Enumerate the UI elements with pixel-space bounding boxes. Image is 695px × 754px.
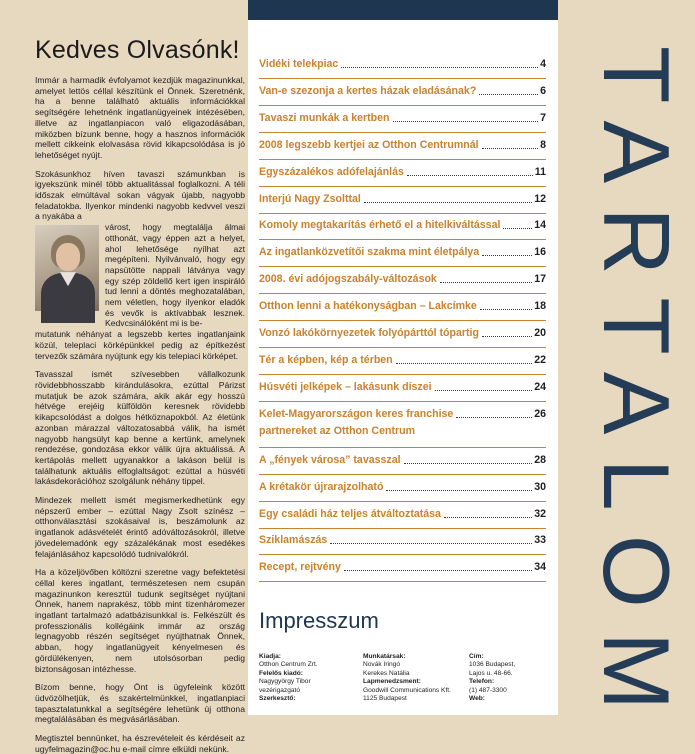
- toc-item[interactable]: [259, 139, 546, 151]
- toc-item-title: Recept, rejtvény: [259, 561, 341, 574]
- toc-leader-dots: [435, 389, 533, 391]
- toc-item[interactable]: [259, 561, 546, 573]
- toc-item-title: Van-e szezonja a kertes házak eladásának?: [259, 84, 477, 97]
- impresszum-value: Novák Iringó: [363, 661, 401, 669]
- toc-item[interactable]: [259, 166, 546, 178]
- toc-leader-dots: [341, 66, 538, 68]
- toc-divider: [259, 474, 546, 475]
- toc-item-page: 7: [540, 111, 546, 124]
- toc-item-title: Sziklamászás: [259, 534, 328, 547]
- toc-leader-dots: [444, 516, 532, 518]
- toc-divider: [259, 501, 546, 502]
- toc-leader-dots: [393, 120, 539, 122]
- impresszum-label: Felelős kiadó:: [259, 669, 303, 677]
- toc-leader-dots: [407, 174, 533, 176]
- intro-heading: Kedves Olvasónk!: [35, 36, 240, 64]
- impresszum-col-contact: [469, 653, 559, 703]
- toc-divider: [259, 159, 546, 160]
- impresszum-label: Kiadja:: [259, 653, 281, 660]
- intro-paragraph-6: Bízom benne, hogy Önt is ügyfeleink között üdvözölhetjük, és szakértelmünkkel, ingatlanpiaci tapasztalatunkkal a segítségére lehetünk új otthona megtalálásában és megvásárlásában.: [35, 682, 245, 725]
- toc-item[interactable]: [259, 246, 546, 258]
- toc-leader-dots: [480, 308, 532, 310]
- toc-item-page: 32: [534, 507, 546, 520]
- toc-divider: [259, 374, 546, 375]
- toc-leader-dots: [503, 227, 532, 229]
- toc-item-title: Egy családi ház teljes átváltoztatása: [259, 507, 441, 520]
- intro-paragraph-7: Megtisztel bennünket, ha észrevételeit és kérdéseit az ugyfelmagazin@oc.hu e-mail címre elküldi nekünk.: [35, 733, 245, 754]
- toc-divider: [259, 320, 546, 321]
- toc-item[interactable]: [259, 454, 546, 466]
- toc-leader-dots: [440, 281, 532, 283]
- toc-divider: [259, 528, 546, 529]
- toc-item-title: Kelet-Magyarországon keres franchise: [259, 407, 454, 420]
- toc-leader-dots: [330, 542, 532, 544]
- intro-paragraph-1: Immár a harmadik évfolyamot kezdjük magazinunkkal, amelyet lettös céllal készítünk el Önnek. Szeretnénk, ha a benne található aktuális információkkal segítségére lehetnénk ingatlanügyeinek intézésében, illetve az ingatlanpiacon való eligazodásában, miközben bízunk benne, hogy a hasznos információk mellett cikkeink elolvasása rövid kikapcsolódása is jó lehetőséget nyújt.: [35, 75, 245, 160]
- toc-divider: [259, 78, 546, 79]
- toc-item-title: Vonzó lakókörnyezetek folyópárttól tópartig: [259, 327, 479, 339]
- impresszum-label: Cím:: [469, 653, 484, 660]
- impresszum-value: Nagygyörgy Tibor: [259, 678, 311, 686]
- toc-item[interactable]: [259, 193, 546, 205]
- impresszum-label: Lapmenedzsment:: [363, 678, 421, 686]
- intro-column: [0, 0, 248, 754]
- toc-item-title: Húsvéti jelképek – lakásunk díszei: [259, 380, 432, 393]
- impresszum-col-staff: [363, 653, 469, 703]
- toc-item-page: 26: [534, 407, 546, 420]
- toc-item-title: 2008 legszebb kertjei az Otthon Centrumnál: [259, 138, 479, 151]
- toc-divider: [259, 239, 546, 240]
- impresszum-columns: [259, 653, 559, 703]
- impresszum-value: (1) 487-3300: [469, 686, 507, 694]
- impresszum-value: Kerekes Natália: [363, 669, 410, 677]
- toc-item-page: 33: [534, 534, 546, 547]
- impresszum-value: 1036 Budapest,: [469, 661, 516, 669]
- toc-leader-dots: [396, 362, 533, 364]
- toc-item-page: 28: [534, 453, 546, 466]
- toc-leader-dots: [482, 147, 539, 149]
- intro-paragraph-2-end: mutatunk néhányat a legszebb kertes ingatlanjaink közül, teleplaci körképünkkel pedig az építkezést tervezők számára nyújtunk egy kis telepiaci körképet.: [35, 329, 245, 361]
- toc-item-page: 34: [534, 561, 546, 574]
- toc-item[interactable]: [259, 58, 546, 70]
- toc-leader-dots: [482, 335, 532, 337]
- impresszum-value: Lajos u. 48-66.: [469, 669, 513, 677]
- toc-leader-dots: [404, 462, 533, 464]
- toc-item-title: A krétakör újrarajzolható: [259, 480, 384, 493]
- toc-item-page: 22: [534, 353, 546, 366]
- impresszum-label: Szerkesztő:: [259, 695, 296, 703]
- toc-item-title: Vidéki telekpiac: [259, 58, 339, 70]
- toc-item-title: Interjú Nagy Zsolttal: [259, 192, 361, 205]
- toc-item[interactable]: [259, 300, 546, 312]
- photo-with-wrapped-text: [35, 222, 248, 329]
- impresszum-value: Goodwill Communications Kft.: [363, 686, 451, 694]
- impresszum-value: Otthon Centrum Zrt.: [259, 661, 318, 669]
- toc-item[interactable]: [259, 273, 546, 285]
- author-photo: [35, 225, 99, 311]
- toc-item-page: 18: [534, 300, 546, 313]
- toc-item[interactable]: [259, 219, 546, 231]
- toc-item-page: 8: [540, 138, 546, 151]
- toc-item-title: Tér a képben, kép a térben: [259, 353, 393, 366]
- toc-item-page: 24: [534, 380, 546, 393]
- toc-item[interactable]: [259, 481, 546, 493]
- toc-item-page: 14: [534, 219, 546, 232]
- toc-item[interactable]: [259, 508, 546, 520]
- toc-leader-dots: [456, 416, 532, 418]
- toc-leader-dots: [386, 489, 532, 491]
- impresszum-col-publisher: [259, 653, 363, 703]
- toc-divider: [259, 266, 546, 267]
- toc-item[interactable]: [259, 85, 546, 97]
- toc-item-page: 4: [540, 58, 546, 70]
- intro-paragraph-2: Szokásunkhoz híven tavaszi számunkban is igyekszünk minél több aktualitással foglalkozni. A téli időszak elmúltával sokan vágyak újabb, nagyobb feladatokba. Ilyenkor mindenki nagyobb kedvvel veszi a nyakába a: [35, 168, 245, 222]
- toc-item-page: 30: [534, 480, 546, 493]
- impresszum-value: 1125 Budapest: [363, 695, 407, 703]
- toc-item[interactable]: [259, 534, 546, 546]
- side-title: TARTALOM: [584, 46, 689, 735]
- toc-item-title: Otthon lenni a hatékonyságban – Lakcímke: [259, 300, 477, 313]
- intro-paragraph-5: Ha a közeljövőben költözni szeretne vagy befektetési céllal keres ingatlant, természetesen nem csupán magazinunkon keresztül tudunk segítséget nyújtani Önnek, hanem naprakész, több mint tizenháromezer ingatlant tartalmazó adatbázisunkkal is. Felkészült és professzionális kollégáink immár az ország legnagyobb részén segítséget nyújthatnak Önnek, abban, hogy ingatlanügyeit kényelmesen és gördülékenyen, nem utolsósorban pedig biztonságosan intézhesse.: [35, 567, 245, 674]
- toc-item[interactable]: [259, 381, 546, 393]
- toc-item-page: 20: [534, 327, 546, 339]
- toc-item-title: Az ingatlanközvetítői szakma mint életpálya: [259, 246, 480, 259]
- toc-divider: [259, 213, 546, 214]
- toc-leader-dots: [482, 254, 532, 256]
- toc-leader-dots: [344, 569, 532, 571]
- toc-divider: [259, 581, 546, 582]
- toc-item-page: 6: [540, 84, 546, 97]
- intro-paragraph-3: Tavasszal ismét szívesebben vállalkozunk rövidebbhosszabb kirándulásokra, ezúttal Párizst mutatjuk be azok számára, akik akár egy hosszú hétvége erejéig külföldön keresnek rövidebb kikapcsolódást a dolgos hétköznapokból. Az életünk azonban márazzal változatosabbá válik, ha ismét nagyobb hangsúlyt kap benne a kertünk, amelynek rendezése, gondozása ekkor válik újra aktuálissá. A kertápolás mellett ugyanakkor a lakáson belül is találhatunk aktuális elfoglaltságot: ezúttal a húsvéti lakásdekorációhoz szolgálunk néhány tippel.: [35, 369, 245, 487]
- toc-divider: [259, 447, 546, 448]
- toc-item-title-continued: partnereket az Otthon Centrum: [259, 424, 415, 437]
- toc-divider: [259, 554, 546, 555]
- toc-item[interactable]: [259, 354, 546, 366]
- impresszum-label: Web:: [469, 695, 485, 703]
- toc-item-title: Komoly megtakarítás érhető el a hitelkiváltással: [259, 219, 501, 232]
- toc-divider: [259, 293, 546, 294]
- impresszum-label: Munkatársak:: [363, 653, 406, 660]
- intro-paragraph-4: Mindezek mellett ismét megismerkedhetünk egy népszerű ember – ezúttal Nagy Zsolt színész – otthonválasztási szokásaival is, beszámolunk az ingatlanok adásvételét érintő adóváltozásokról, illetve jövedelemadónk egy százalékának most esedékes felajánlásához kapcsolódó tudnivalókról.: [35, 495, 245, 559]
- toc-item-title: Egyszázalékos adófelajánlás: [259, 165, 404, 178]
- toc-item-title: Tavaszi munkák a kertben: [259, 111, 390, 124]
- toc-item[interactable]: [259, 112, 546, 124]
- toc-item-page: 17: [534, 273, 546, 286]
- top-bar: [248, 0, 558, 20]
- impresszum-value: vezérigazgató: [259, 686, 301, 694]
- toc-item-page: 12: [534, 192, 546, 205]
- impresszum-label: Telefon:: [469, 678, 495, 686]
- toc-item-title: 2008. évi adójogszabály-változások: [259, 273, 437, 286]
- toc-item-title: A „fények városa” tavasszal: [259, 453, 401, 466]
- toc-item-multiline[interactable]: [259, 408, 546, 437]
- toc-item[interactable]: [259, 327, 546, 339]
- toc-leader-dots: [364, 201, 532, 203]
- toc-leader-dots: [479, 93, 538, 95]
- toc-item-page: 16: [534, 246, 546, 259]
- toc-divider: [259, 105, 546, 106]
- toc-divider: [259, 186, 546, 187]
- intro-paragraph-2-wrapped: várost, hogy megtalálja álmai otthonát, vagy éppen azt a helyet, ahol lehetősége nyílhat azt megépíteni. Nyilvánvaló, hogy egy napsütötte nappali látványa vagy egy szép zöldellő kert igen inspiráló tud lenni a döntés meghozatalában, nem véletlen, hogy ilyenkor eladók és vevők is aktívabbak lesznek. Kedvcsinálóként mi is be-: [105, 222, 245, 329]
- toc-item-page: 11: [534, 165, 546, 178]
- toc-divider: [259, 347, 546, 348]
- toc-divider: [259, 132, 546, 133]
- impresszum-heading: Impresszum: [259, 608, 379, 633]
- toc-divider: [259, 401, 546, 402]
